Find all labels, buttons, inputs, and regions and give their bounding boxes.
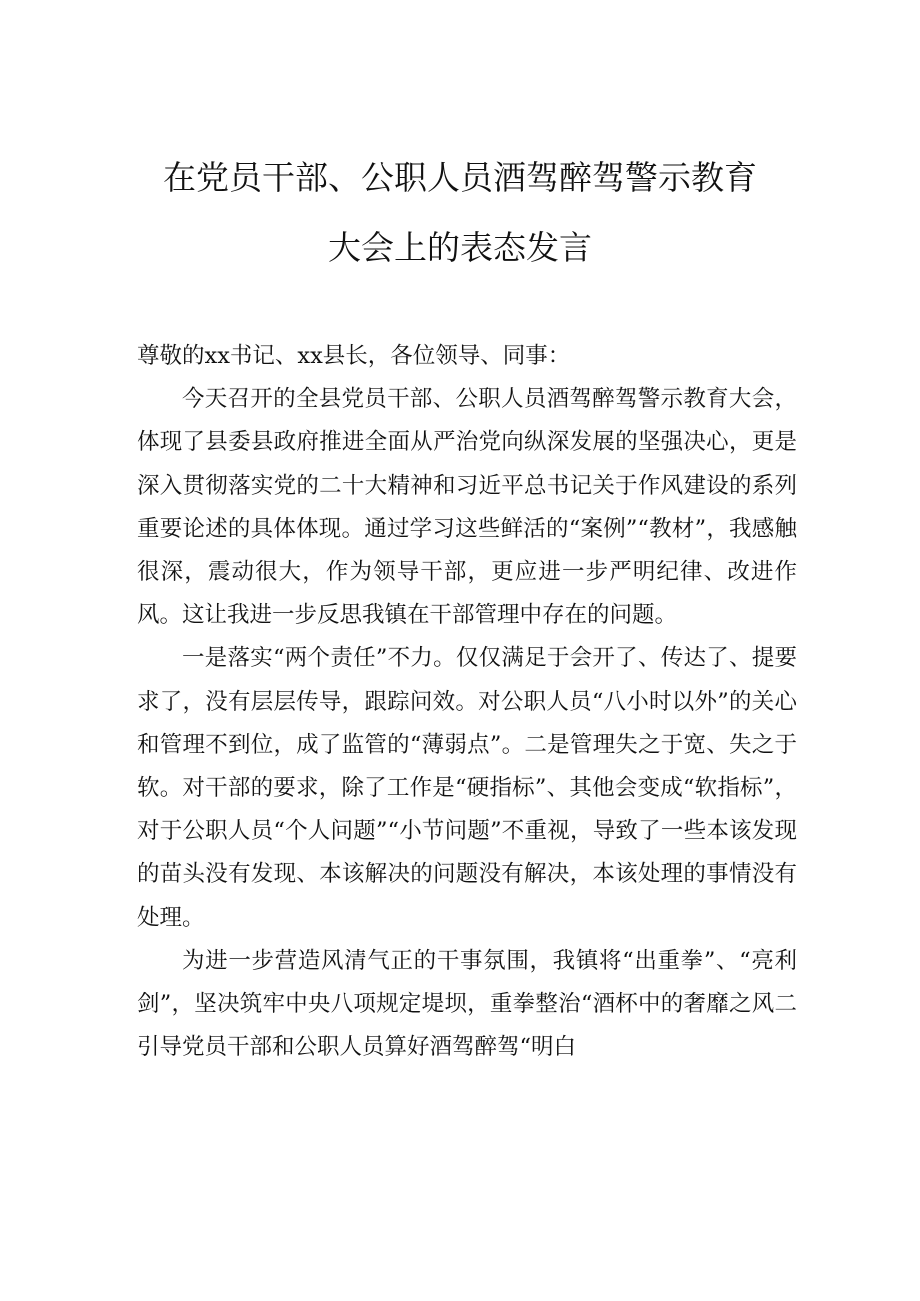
paragraph-measures: 为进一步营造风清气正的干事氛围，我镇将“出重拳”、“亮利剑”，坚决筑牢中央八项规定堤坝，重拳整治“酒杯中的奢靡之风二引导党员干部和公职人员算好酒驾醉驾“明白: [137, 947, 797, 1061]
document-title-line-2: 大会上的表态发言: [328, 228, 592, 267]
paragraph-problems: 一是落实“两个责任”不力。仅仅满足于会开了、传达了、提要求了，没有层层传导，跟踪问效。对公职人员“八小时以外”的关心和管理不到位，成了监管的“薄弱点”。二是管理失之于宽、失之于软。对干部的要求，除了工作是“硬指标”、其他会变成“软指标”，对于公职人员“个人问题”“小节问题”不重视，导致了一些本该发现的苗头没有发现、本该解决的问题没有解决，本该处理的事情没有处理。: [137, 645, 797, 931]
salutation: 尊敬的xx书记、xx县长，各位领导、同事：: [137, 343, 571, 369]
document-body: [137, 335, 797, 1069]
paragraph-intro: 今天召开的全县党员干部、公职人员酒驾醉驾警示教育大会，体现了县委县政府推进全面从严治党向纵深发展的坚强决心，更是深入贯彻落实党的二十大精神和习近平总书记关于作风建设的系列重要论述的具体体现。通过学习这些鲜活的“案例”“教材”，我感触很深，震动很大，作为领导干部，更应进一步严明纪律、改进作风。这让我进一步反思我镇在干部管理中存在的问题。: [137, 386, 797, 629]
document-title-line-1: 在党员干部、公职人员酒驾醉驾警示教育: [163, 158, 757, 197]
